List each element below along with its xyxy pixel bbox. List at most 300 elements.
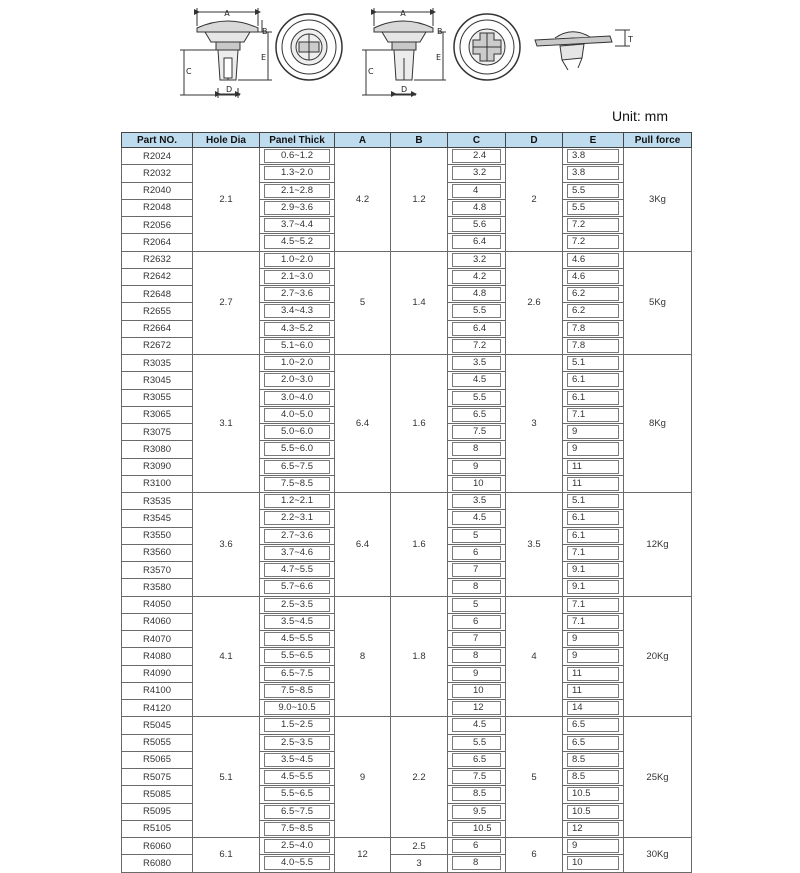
dim-e-cell xyxy=(563,355,624,372)
panel-thick-cell xyxy=(260,527,335,544)
panel-thick-cell xyxy=(260,234,335,251)
table-row xyxy=(122,493,692,510)
panel-thick-cell xyxy=(260,562,335,579)
dim-c-cell xyxy=(448,665,506,682)
part-no-cell: R2632 xyxy=(122,251,193,268)
dim-c-cell xyxy=(448,579,506,596)
dim-c-cell xyxy=(448,855,506,872)
dim-e-cell xyxy=(563,337,624,354)
table-row xyxy=(122,596,692,613)
part-no-cell: R3035 xyxy=(122,355,193,372)
dim-c-cell xyxy=(448,251,506,268)
dim-c-cell xyxy=(448,648,506,665)
dim-e-cell xyxy=(563,424,624,441)
dim-c-cell-value: 3.5 xyxy=(452,494,501,508)
dim-c-cell-value: 4.5 xyxy=(452,718,501,732)
dim-e-cell-value: 6.1 xyxy=(567,529,619,543)
top-view-2 xyxy=(454,14,520,80)
panel-thick-cell xyxy=(260,700,335,717)
dim-d-cell: 2.6 xyxy=(506,251,563,355)
dim-c-cell-value: 4.5 xyxy=(452,511,501,525)
dim-c-cell xyxy=(448,510,506,527)
dim-d-cell: 3.5 xyxy=(506,493,563,597)
panel-thick-cell-value: 2.1~3.0 xyxy=(264,270,330,284)
dim-c-cell-value: 3.2 xyxy=(452,166,501,180)
dim-c-cell xyxy=(448,165,506,182)
dim-c-cell-value: 7 xyxy=(452,632,501,646)
dim-e-cell-value: 7.8 xyxy=(567,339,619,353)
dim-e-cell-value: 9 xyxy=(567,425,619,439)
part-no-cell: R4060 xyxy=(122,613,193,630)
part-no-cell: R2664 xyxy=(122,320,193,337)
dim-a-cell: 6.4 xyxy=(335,355,391,493)
dim-e-cell-value: 7.1 xyxy=(567,615,619,629)
part-no-cell: R4100 xyxy=(122,682,193,699)
part-no-cell: R2064 xyxy=(122,234,193,251)
dim-e-cell xyxy=(563,613,624,630)
panel-thick-cell xyxy=(260,199,335,216)
dim-e-cell-value: 6.1 xyxy=(567,391,619,405)
dim-c-cell-value: 10 xyxy=(452,684,501,698)
panel-thick-cell-value: 2.5~4.0 xyxy=(264,839,330,853)
dim-e-cell xyxy=(563,251,624,268)
col-header-a: A xyxy=(335,133,391,148)
dim-b-cell: 2.2 xyxy=(391,717,448,838)
dim-c-cell xyxy=(448,389,506,406)
part-no-cell: R4090 xyxy=(122,665,193,682)
dim-e-cell xyxy=(563,786,624,803)
dim-c-cell xyxy=(448,286,506,303)
panel-thick-cell-value: 7.5~8.5 xyxy=(264,477,330,491)
panel-thick-cell-value: 3.4~4.3 xyxy=(264,304,330,318)
panel-thick-cell-value: 5.0~6.0 xyxy=(264,425,330,439)
dim-d-cell: 3 xyxy=(506,355,563,493)
panel-thick-cell-value: 2.7~3.6 xyxy=(264,287,330,301)
dim-c-cell xyxy=(448,234,506,251)
col-header-b: B xyxy=(391,133,448,148)
part-no-cell: R4070 xyxy=(122,631,193,648)
table-row xyxy=(122,717,692,734)
panel-thick-cell xyxy=(260,579,335,596)
hole-dia-cell: 5.1 xyxy=(193,717,260,838)
dim-e-cell xyxy=(563,734,624,751)
header-row xyxy=(122,133,692,148)
panel-thick-cell-value: 0.6~1.2 xyxy=(264,149,330,163)
dim-e-cell xyxy=(563,199,624,216)
dim-e-cell-value: 6.1 xyxy=(567,373,619,387)
panel-thick-cell-value: 1.5~2.5 xyxy=(264,718,330,732)
dim-e-cell xyxy=(563,631,624,648)
dim-label-d-2: D xyxy=(401,85,408,94)
dim-e-cell-value: 9.1 xyxy=(567,563,619,577)
panel-thick-cell xyxy=(260,148,335,165)
dim-e-cell xyxy=(563,820,624,837)
pull-force-cell: 30Kg xyxy=(624,838,692,873)
dim-e-cell-value: 3.8 xyxy=(567,166,619,180)
dim-c-cell-value: 4.8 xyxy=(452,287,501,301)
dim-e-cell-value: 11 xyxy=(567,684,619,698)
dim-e-cell-value: 8.5 xyxy=(567,753,619,767)
part-no-cell: R2032 xyxy=(122,165,193,182)
panel-thick-cell xyxy=(260,320,335,337)
part-no-cell: R3080 xyxy=(122,441,193,458)
dim-c-cell xyxy=(448,717,506,734)
dim-c-cell xyxy=(448,751,506,768)
panel-thick-cell xyxy=(260,510,335,527)
part-no-cell: R2648 xyxy=(122,286,193,303)
panel-thick-cell-value: 4.5~5.5 xyxy=(264,632,330,646)
part-no-cell: R3045 xyxy=(122,372,193,389)
part-no-cell: R2048 xyxy=(122,199,193,216)
dim-c-cell-value: 3.2 xyxy=(452,253,501,267)
dim-e-cell-value: 6.2 xyxy=(567,304,619,318)
hole-dia-cell: 3.6 xyxy=(193,493,260,597)
dim-e-cell xyxy=(563,579,624,596)
dim-label-c-2: C xyxy=(368,67,374,76)
dim-e-cell-value: 9 xyxy=(567,442,619,456)
dim-c-cell xyxy=(448,372,506,389)
panel-thick-cell xyxy=(260,682,335,699)
dim-c-cell-value: 10.5 xyxy=(452,822,501,836)
dim-b-cell: 1.6 xyxy=(391,355,448,493)
part-no-cell: R3545 xyxy=(122,510,193,527)
dim-d-cell: 2 xyxy=(506,148,563,252)
dim-c-cell-value: 3.5 xyxy=(452,356,501,370)
panel-thick-cell-value: 2.7~3.6 xyxy=(264,529,330,543)
panel-thick-cell xyxy=(260,217,335,234)
dim-e-cell xyxy=(563,217,624,234)
panel-thick-cell-value: 1.0~2.0 xyxy=(264,356,330,370)
dim-label-d-1: D xyxy=(226,85,233,94)
panel-thick-cell xyxy=(260,717,335,734)
panel-thick-cell-value: 1.3~2.0 xyxy=(264,166,330,180)
dim-e-cell xyxy=(563,268,624,285)
panel-thick-cell-value: 5.5~6.5 xyxy=(264,649,330,663)
dim-c-cell-value: 5 xyxy=(452,598,501,612)
part-no-cell: R3075 xyxy=(122,424,193,441)
pull-force-cell: 12Kg xyxy=(624,493,692,597)
table-row xyxy=(122,838,692,855)
dim-c-cell xyxy=(448,544,506,561)
panel-thick-cell-value: 2.5~3.5 xyxy=(264,736,330,750)
col-header-d: D xyxy=(506,133,563,148)
dim-c-cell xyxy=(448,700,506,717)
dim-c-cell-value: 5.5 xyxy=(452,736,501,750)
installed-view xyxy=(535,30,630,70)
panel-thick-cell xyxy=(260,596,335,613)
dim-c-cell-value: 9 xyxy=(452,667,501,681)
table-row xyxy=(122,251,692,268)
panel-thick-cell xyxy=(260,493,335,510)
dim-c-cell-value: 9.5 xyxy=(452,805,501,819)
dim-e-cell xyxy=(563,665,624,682)
panel-thick-cell xyxy=(260,406,335,423)
dim-c-cell-value: 6.5 xyxy=(452,753,501,767)
dim-c-cell xyxy=(448,734,506,751)
dim-c-cell-value: 8 xyxy=(452,649,501,663)
dim-e-cell-value: 10 xyxy=(567,856,619,870)
hole-dia-cell: 3.1 xyxy=(193,355,260,493)
panel-thick-cell xyxy=(260,286,335,303)
dim-b-cell: 1.8 xyxy=(391,596,448,717)
dim-a-cell: 9 xyxy=(335,717,391,838)
part-no-cell: R3580 xyxy=(122,579,193,596)
hole-dia-cell: 2.1 xyxy=(193,148,260,252)
panel-thick-cell-value: 4.0~5.0 xyxy=(264,408,330,422)
dim-a-cell: 6.4 xyxy=(335,493,391,597)
part-no-cell: R5065 xyxy=(122,751,193,768)
dim-e-cell-value: 7.1 xyxy=(567,546,619,560)
part-no-cell: R5075 xyxy=(122,769,193,786)
dim-e-cell-value: 5.5 xyxy=(567,201,619,215)
dim-e-cell-value: 3.8 xyxy=(567,149,619,163)
dim-a-cell: 8 xyxy=(335,596,391,717)
hole-dia-cell: 6.1 xyxy=(193,838,260,873)
panel-thick-cell-value: 1.0~2.0 xyxy=(264,253,330,267)
panel-thick-cell xyxy=(260,251,335,268)
dim-e-cell xyxy=(563,700,624,717)
panel-thick-cell-value: 7.5~8.5 xyxy=(264,822,330,836)
dim-c-cell-value: 7 xyxy=(452,563,501,577)
dim-e-cell xyxy=(563,562,624,579)
dim-e-cell-value: 4.6 xyxy=(567,270,619,284)
dim-e-cell xyxy=(563,441,624,458)
dim-c-cell xyxy=(448,769,506,786)
dim-c-cell-value: 10 xyxy=(452,477,501,491)
panel-thick-cell-value: 4.7~5.5 xyxy=(264,563,330,577)
panel-thick-cell-value: 4.3~5.2 xyxy=(264,322,330,336)
dim-c-cell xyxy=(448,320,506,337)
part-no-cell: R2655 xyxy=(122,303,193,320)
dim-e-cell-value: 7.8 xyxy=(567,322,619,336)
panel-thick-cell-value: 3.7~4.4 xyxy=(264,218,330,232)
col-header-c: C xyxy=(448,133,506,148)
panel-thick-cell xyxy=(260,182,335,199)
dim-label-a-2: A xyxy=(400,9,406,18)
part-no-cell: R4050 xyxy=(122,596,193,613)
dim-c-cell-value: 2.4 xyxy=(452,149,501,163)
dim-e-cell-value: 14 xyxy=(567,701,619,715)
dim-c-cell xyxy=(448,199,506,216)
panel-thick-cell-value: 3.5~4.5 xyxy=(264,753,330,767)
part-no-cell: R5095 xyxy=(122,803,193,820)
panel-thick-cell xyxy=(260,544,335,561)
dim-c-cell-value: 4.8 xyxy=(452,201,501,215)
spec-table xyxy=(121,132,692,873)
part-no-cell: R3100 xyxy=(122,475,193,492)
panel-thick-cell xyxy=(260,751,335,768)
part-no-cell: R4080 xyxy=(122,648,193,665)
dim-b-cell: 1.6 xyxy=(391,493,448,597)
dim-e-cell xyxy=(563,372,624,389)
dim-c-cell-value: 6 xyxy=(452,839,501,853)
panel-thick-cell-value: 4.5~5.2 xyxy=(264,235,330,249)
dim-c-cell xyxy=(448,337,506,354)
dim-e-cell-value: 7.2 xyxy=(567,218,619,232)
panel-thick-cell xyxy=(260,648,335,665)
dim-e-cell xyxy=(563,234,624,251)
col-header-part: Part NO. xyxy=(122,133,193,148)
dim-label-t: T xyxy=(628,35,633,44)
dim-c-cell-value: 8 xyxy=(452,442,501,456)
dim-e-cell xyxy=(563,182,624,199)
panel-thick-cell-value: 6.5~7.5 xyxy=(264,805,330,819)
dim-e-cell xyxy=(563,803,624,820)
dim-c-cell-value: 5 xyxy=(452,529,501,543)
panel-thick-cell xyxy=(260,165,335,182)
part-no-cell: R3055 xyxy=(122,389,193,406)
panel-thick-cell xyxy=(260,769,335,786)
dim-c-cell-value: 6.5 xyxy=(452,408,501,422)
panel-thick-cell xyxy=(260,441,335,458)
panel-thick-cell xyxy=(260,803,335,820)
dim-a-cell: 5 xyxy=(335,251,391,355)
dim-c-cell xyxy=(448,458,506,475)
dim-label-e-1: E xyxy=(261,53,267,62)
dim-e-cell-value: 5.5 xyxy=(567,184,619,198)
panel-thick-cell xyxy=(260,355,335,372)
part-no-cell: R2642 xyxy=(122,268,193,285)
panel-thick-cell-value: 6.5~7.5 xyxy=(264,460,330,474)
panel-thick-cell-value: 2.9~3.6 xyxy=(264,201,330,215)
pull-force-cell: 8Kg xyxy=(624,355,692,493)
dim-e-cell-value: 9 xyxy=(567,839,619,853)
dim-e-cell-value: 9 xyxy=(567,632,619,646)
panel-thick-cell-value: 2.5~3.5 xyxy=(264,598,330,612)
pull-force-cell: 25Kg xyxy=(624,717,692,838)
dim-e-cell xyxy=(563,596,624,613)
dim-c-cell xyxy=(448,268,506,285)
dim-e-cell-value: 11 xyxy=(567,667,619,681)
dim-e-cell-value: 6.1 xyxy=(567,511,619,525)
part-no-cell: R3535 xyxy=(122,493,193,510)
part-no-cell: R2672 xyxy=(122,337,193,354)
dim-c-cell-value: 7.2 xyxy=(452,339,501,353)
dim-e-cell xyxy=(563,544,624,561)
panel-thick-cell-value: 5.5~6.0 xyxy=(264,442,330,456)
dim-a-cell: 4.2 xyxy=(335,148,391,252)
panel-thick-cell xyxy=(260,458,335,475)
dim-c-cell-value: 6 xyxy=(452,546,501,560)
part-no-cell: R3560 xyxy=(122,544,193,561)
pull-force-cell: 20Kg xyxy=(624,596,692,717)
col-header-panel-thick: Panel Thick xyxy=(260,133,335,148)
dim-a-cell: 12 xyxy=(335,838,391,873)
panel-thick-cell xyxy=(260,820,335,837)
dim-e-cell xyxy=(563,475,624,492)
panel-thick-cell-value: 1.2~2.1 xyxy=(264,494,330,508)
panel-thick-cell xyxy=(260,268,335,285)
dim-c-cell xyxy=(448,682,506,699)
dim-e-cell xyxy=(563,303,624,320)
dim-c-cell-value: 6.4 xyxy=(452,322,501,336)
part-no-cell: R6060 xyxy=(122,838,193,855)
dim-e-cell-value: 7.1 xyxy=(567,598,619,612)
panel-thick-cell-value: 2.1~2.8 xyxy=(264,184,330,198)
panel-thick-cell-value: 4.5~5.5 xyxy=(264,770,330,784)
dim-e-cell-value: 7.2 xyxy=(567,235,619,249)
dim-e-cell-value: 4.6 xyxy=(567,253,619,267)
dim-c-cell xyxy=(448,475,506,492)
dim-c-cell-value: 5.5 xyxy=(452,391,501,405)
panel-thick-cell xyxy=(260,665,335,682)
part-no-cell: R2056 xyxy=(122,217,193,234)
dim-c-cell xyxy=(448,182,506,199)
dim-c-cell xyxy=(448,527,506,544)
dim-c-cell-value: 12 xyxy=(452,701,501,715)
panel-thick-cell xyxy=(260,734,335,751)
top-view-1 xyxy=(276,14,342,80)
dim-e-cell xyxy=(563,286,624,303)
dim-label-c-1: C xyxy=(186,67,192,76)
panel-thick-cell-value: 4.0~5.5 xyxy=(264,856,330,870)
dim-e-cell xyxy=(563,527,624,544)
pull-force-cell: 3Kg xyxy=(624,148,692,252)
dim-e-cell xyxy=(563,389,624,406)
dim-c-cell-value: 4 xyxy=(452,184,501,198)
dim-label-b-2: B xyxy=(437,27,443,36)
part-no-cell: R5085 xyxy=(122,786,193,803)
panel-thick-cell xyxy=(260,613,335,630)
panel-thick-cell-value: 7.5~8.5 xyxy=(264,684,330,698)
part-no-cell: R6080 xyxy=(122,855,193,872)
panel-thick-cell-value: 5.7~6.6 xyxy=(264,580,330,594)
side-view-2 xyxy=(362,8,446,95)
dim-c-cell xyxy=(448,148,506,165)
part-no-cell: R3570 xyxy=(122,562,193,579)
panel-thick-cell xyxy=(260,838,335,855)
dim-e-cell xyxy=(563,165,624,182)
unit-label: Unit: mm xyxy=(612,108,668,124)
part-no-cell: R3090 xyxy=(122,458,193,475)
dim-label-b-1: B xyxy=(262,27,268,36)
table-row xyxy=(122,148,692,165)
rivet-diagrams xyxy=(0,0,800,115)
dim-d-cell: 5 xyxy=(506,717,563,838)
dim-e-cell-value: 12 xyxy=(567,822,619,836)
dim-e-cell-value: 11 xyxy=(567,477,619,491)
dim-e-cell xyxy=(563,406,624,423)
dim-e-cell xyxy=(563,855,624,872)
dim-c-cell-value: 5.6 xyxy=(452,218,501,232)
panel-thick-cell xyxy=(260,424,335,441)
panel-thick-cell-value: 3.7~4.6 xyxy=(264,546,330,560)
panel-thick-cell xyxy=(260,372,335,389)
dim-c-cell-value: 4.2 xyxy=(452,270,501,284)
spec-table-body xyxy=(122,148,692,873)
dim-c-cell xyxy=(448,803,506,820)
dim-label-e-2: E xyxy=(436,53,442,62)
dim-e-cell xyxy=(563,320,624,337)
part-no-cell: R2040 xyxy=(122,182,193,199)
dim-e-cell-value: 5.1 xyxy=(567,356,619,370)
dim-e-cell xyxy=(563,682,624,699)
dim-c-cell xyxy=(448,838,506,855)
dim-e-cell-value: 10.5 xyxy=(567,787,619,801)
part-no-cell: R5045 xyxy=(122,717,193,734)
dim-c-cell xyxy=(448,631,506,648)
panel-thick-cell-value: 9.0~10.5 xyxy=(264,701,330,715)
dim-e-cell xyxy=(563,751,624,768)
dim-c-cell xyxy=(448,424,506,441)
dim-b-cell: 1.4 xyxy=(391,251,448,355)
part-no-cell: R5055 xyxy=(122,734,193,751)
panel-thick-cell xyxy=(260,631,335,648)
dim-d-cell: 6 xyxy=(506,838,563,873)
dim-c-cell-value: 8 xyxy=(452,580,501,594)
dim-c-cell xyxy=(448,493,506,510)
dim-c-cell-value: 7.5 xyxy=(452,425,501,439)
